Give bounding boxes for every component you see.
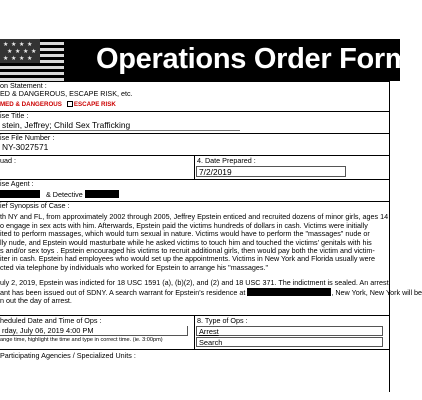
- case-file-field[interactable]: NY-3027571: [2, 142, 49, 153]
- mission-statement-desc: ED & DANGEROUS, ESCAPE RISK, etc.: [0, 89, 133, 99]
- agencies-section: [0, 352, 389, 392]
- case-title-field[interactable]: stein, Jeffrey; Child Sex Trafficking: [0, 120, 240, 131]
- ops-type-label: 8. Type of Ops :: [197, 316, 248, 325]
- ops-type-cell: [194, 316, 389, 349]
- synopsis-paragraph-1: th NY and FL, from approximately 2002 through 2005, Jeffrey Epstein enticed and recruited dozens of minor girls, ages 14 o engage in sex acts with him. Afterwards, Epstein paid the victims hundreds of dollars in cash. Victims were initially ited to perform massages, which would turn sexual in nature. Victims would have to perform the "massages" nude or lly nude, and Epstein would masturbate while he asked victims to touch him and touched the victims' genitals with his s and/or sex toys . Epstein encouraged his victims to recruit additional girls, then would pay both the victim and victim- iter in cash. Epstein had employees who would set up the appointments. Victims in New York and Florida usually were cted via telephone by individuals who worked for Epstein to arrange his "massages.": [0, 212, 389, 272]
- schedule-cell: [0, 316, 194, 349]
- squad-cell: [0, 156, 194, 179]
- synopsis-section: [0, 201, 422, 316]
- form-header-banner: [0, 39, 411, 81]
- schedule-hint: ange time, highlight the time and type in correct time. (ie. 3:00pm): [0, 337, 163, 343]
- schedule-ops-row: [0, 316, 389, 350]
- redacted-agent-name: [0, 190, 40, 198]
- squad-date-row: [0, 156, 389, 180]
- redacted-detective-name: [85, 190, 119, 198]
- case-agent-label: ise Agent :: [0, 179, 34, 188]
- schedule-datetime-field[interactable]: rday, July 06, 2019 4:00 PM: [0, 326, 188, 336]
- case-agent-section: [0, 180, 389, 202]
- case-title-label: ise Title :: [0, 111, 29, 120]
- detective-label: & Detective: [46, 190, 83, 200]
- schedule-label: heduled Date and Time of Ops :: [0, 316, 102, 325]
- synopsis-label: ief Synopsis of Case :: [0, 201, 70, 210]
- ops-type-option-search[interactable]: Search: [196, 337, 383, 347]
- date-prepared-field[interactable]: 7/2/2019: [196, 166, 346, 177]
- agencies-label: Participating Agencies / Specialized Units :: [0, 351, 136, 360]
- squad-label: uad :: [0, 156, 16, 165]
- operations-order-form: [0, 81, 422, 392]
- synopsis-paragraph-2: uly 2, 2019, Epstein was indicted for 18 USC 1591 (a), (b)(2), and (2) and 18 USC 371. The indictment is sealed. An arrest ant has been issued out of SDNY. A search warrant for Epstein's residence at , New York, New York will be n out the day of arrest.: [0, 278, 422, 306]
- date-prepared-cell: [194, 156, 389, 179]
- mission-statement-label: on Statement :: [0, 81, 47, 90]
- date-prepared-label: 4. Date Prepared :: [197, 156, 256, 165]
- case-title-section: [0, 112, 389, 134]
- ops-type-option-arrest[interactable]: Arrest: [196, 326, 383, 336]
- form-title: Operations Order Form: [96, 43, 411, 75]
- mission-statement-section: [0, 82, 389, 112]
- escape-risk-checkbox[interactable]: [67, 101, 73, 107]
- redacted-address: [247, 288, 331, 296]
- escape-risk-label: ESCAPE RISK: [73, 100, 116, 108]
- armed-dangerous-label: MED & DANGEROUS: [0, 100, 62, 108]
- american-flag-icon: ★ ★ ★ ★ ★ ★ ★ ★ ★ ★ ★ ★: [0, 39, 64, 81]
- case-file-section: [0, 134, 389, 156]
- case-file-label: ise File Number :: [0, 133, 55, 142]
